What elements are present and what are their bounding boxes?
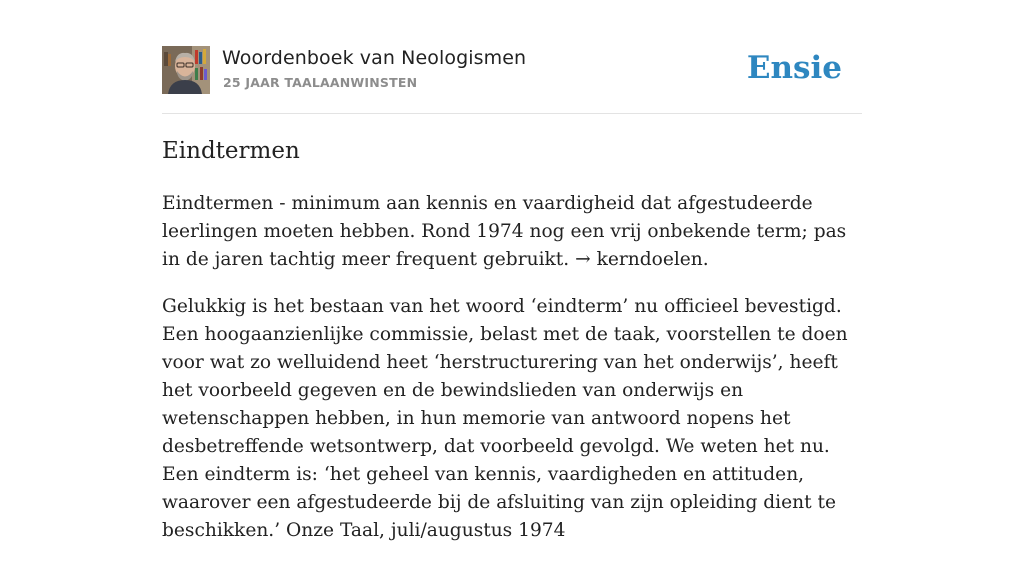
brand-logo[interactable]: Ensie	[746, 50, 842, 86]
reference-link-kerndoelen[interactable]: kerndoelen	[596, 249, 703, 270]
entry-quote: Gelukkig is het bestaan van het woord ‘eindterm’ nu officieel bevestigd. Een hoogaanzienlijke commissie, belast met de taak, voorstellen te doen voor wat zo welluidend heet ‘herstructurering van het onderwijs’, heeft het voorbeeld gegeven en de bewindslieden van onderwijs en wetenschappen hebben, in hun memorie van antwoord nopens het desbetreffende wetsontwerp, dat voorbeeld gevolgd. We weten het nu. Een eindterm is: ‘het geheel van kennis, vaardigheden en attituden, waarover een afgestudeerde bij de afsluiting van zijn opleiding dient te beschikken.’ Onze Taal, juli/augustus 1974	[162, 296, 848, 541]
arrow-right-icon: →	[575, 249, 591, 270]
definition-end: .	[702, 249, 709, 270]
definition-text: Eindtermen - minimum aan kennis en vaardigheid dat afgestudeerde leerlingen moeten hebben. Rond 1974 nog een vrij onbekende term; pas in de jaren tachtig meer frequent gebruikt.	[162, 193, 847, 270]
author-portrait-icon[interactable]	[162, 46, 210, 94]
page-header	[162, 46, 862, 96]
entry-title: Eindtermen	[162, 138, 300, 164]
entry-content	[162, 190, 864, 564]
site-title[interactable]: Woordenboek van Neologismen	[222, 47, 527, 69]
site-subtitle: 25 JAAR TAALAANWINSTEN	[223, 75, 418, 90]
entry-definition	[162, 190, 864, 274]
header-divider	[162, 113, 862, 114]
